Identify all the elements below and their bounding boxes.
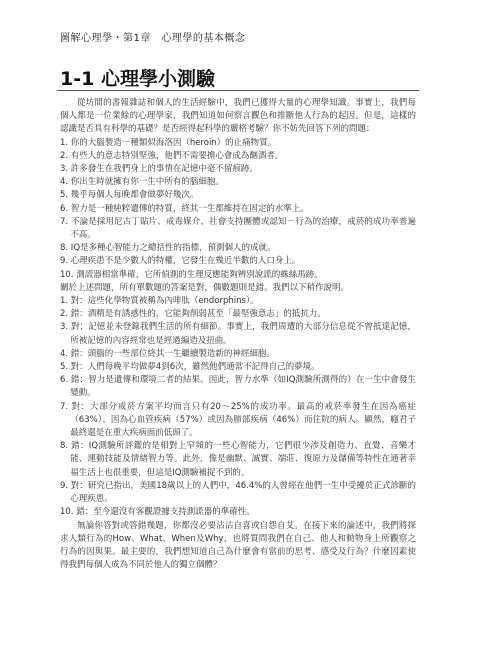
closing-paragraph: 無論你答對或答錯幾題，你都沒必要沾沾自喜或自怨自艾。在接下來的論述中，我們將探求人類行為的How、What、When及Why，也將質問我們在自己、他人和動物身上所觀察之行為的因與果。最主要的，我們想知道自己為什麼會有當前的思考、感受及行為？什麼因素使得我們每個人成為不同於他人的獨立個體？: [60, 520, 416, 571]
answer-item: 7. 對：大部分戒菸方案平均而言只有20～25%的成功率。最高的戒菸率發生在因為癌症（63%）、因為心血管疾病（57%）或因為肺部疾病（46%）而住院的病人。顯然，癮君子最終還是在重大疾病面前低頭了。: [60, 401, 416, 439]
question-item: 2. 有些人的意志特別堅強，他們不需要擔心會成為酗酒者。: [60, 150, 284, 161]
question-item: 1. 你的大腦製造一種類似海洛因（heroin）的止痛物質。: [60, 137, 277, 148]
question-item: 8. IQ是多種心智能力之總括性的指標，預測個人的成就。: [60, 243, 276, 254]
section-title: 1-1 心理學小測驗: [60, 68, 215, 90]
running-header: 圖解心理學・第1章 心理學的基本概念: [60, 33, 246, 44]
answer-item: 5. 對：人們每晚平均做夢4到6次，雖然他們通常不記得自己的夢境。: [60, 362, 320, 373]
title-divider: [57, 90, 419, 91]
answer-item: 1. 對：這些化學物質被稱為內啡肽（endorphins）。: [60, 296, 259, 307]
answer-list: [60, 295, 416, 519]
question-item: 7. 不論是採用尼古丁貼片、戒毒媒介、社會支持團體或認知－行為的治療，戒菸的成功率普遍不高。: [60, 216, 416, 241]
question-item: 10. 測謊器相當準確，它所偵測的生理反應能夠辨別說謊的蛛絲馬跡。: [60, 269, 323, 280]
answer-item: 10. 錯：至今還沒有客觀證據支持測謊器的準確性。: [60, 507, 255, 518]
question-item: 5. 幾乎每個人每晚都會做夢好幾次。: [60, 190, 199, 201]
question-item: 4. 你出生時就擁有你一生中所有的腦細胞。: [60, 177, 224, 188]
answer-item: 4. 錯：頭腦的一些部位終其一生繼續製造新的神經細胞。: [60, 348, 275, 359]
answer-item: 8. 錯：IQ測驗所評鑑的是相對上窄頻的一些心智能力，它們很少涉及創造力、直覺、音樂才能、運動技能及情緒智力等。此外，像是幽默、誠實、端莊、復原力及儲備等特性在通著幸福生活上也很重要，但這是IQ測驗補捉不到的。: [60, 441, 416, 478]
question-list: [60, 137, 416, 282]
answers-intro: 關於上述問題，所有單數題的答案是對，偶數題則是錯。我們以下稍作說明。: [60, 282, 350, 293]
answer-item: 9. 對：研究已指出，美國18歲以上的人們中，46.4%的人曾經在他們一生中受擾於正式診斷的心理疾患。: [60, 480, 416, 505]
answer-item: 6. 錯：智力是遺傳和環境二者的結果。因此，智力水準（如IQ測驗所測得的）在一生中會發生變動。: [60, 375, 416, 399]
answer-item: 2. 錯：酒精是有誘惑性的，它能夠削弱甚至「最堅強意志」的抵抗力。: [60, 309, 326, 320]
page-body: [60, 97, 416, 572]
question-item: 3. 許多發生在我們身上的事情在記憶中毫不留痕跡。: [60, 164, 258, 175]
question-item: 6. 智力是一種純粹遺傳的特質，終其一生都維持在固定的水準上。: [60, 203, 309, 214]
intro-paragraph: 從坊間的書報雜誌和個人的生活經驗中，我們已獲得大量的心理學知識。事實上，我們每個人都是一位業餘的心理學家，我們知道如何察言觀色和推斷他人行為的起因。但是，這樣的認識是否具有科學的基礎？是否經得起科學的嚴格考驗？你不妨先回答下列的問題：: [60, 98, 416, 135]
answer-item: 3. 對：記憶並未登錄我們生活的所有細節。事實上，我們周遭的大部分信息從不曾抵達記憶，所被記憶的內容經常也是經過編造及扭曲。: [60, 322, 416, 346]
question-item: 9. 心理疾患不是少數人的特權，它發生在幾近半數的人口身上。: [60, 256, 301, 267]
